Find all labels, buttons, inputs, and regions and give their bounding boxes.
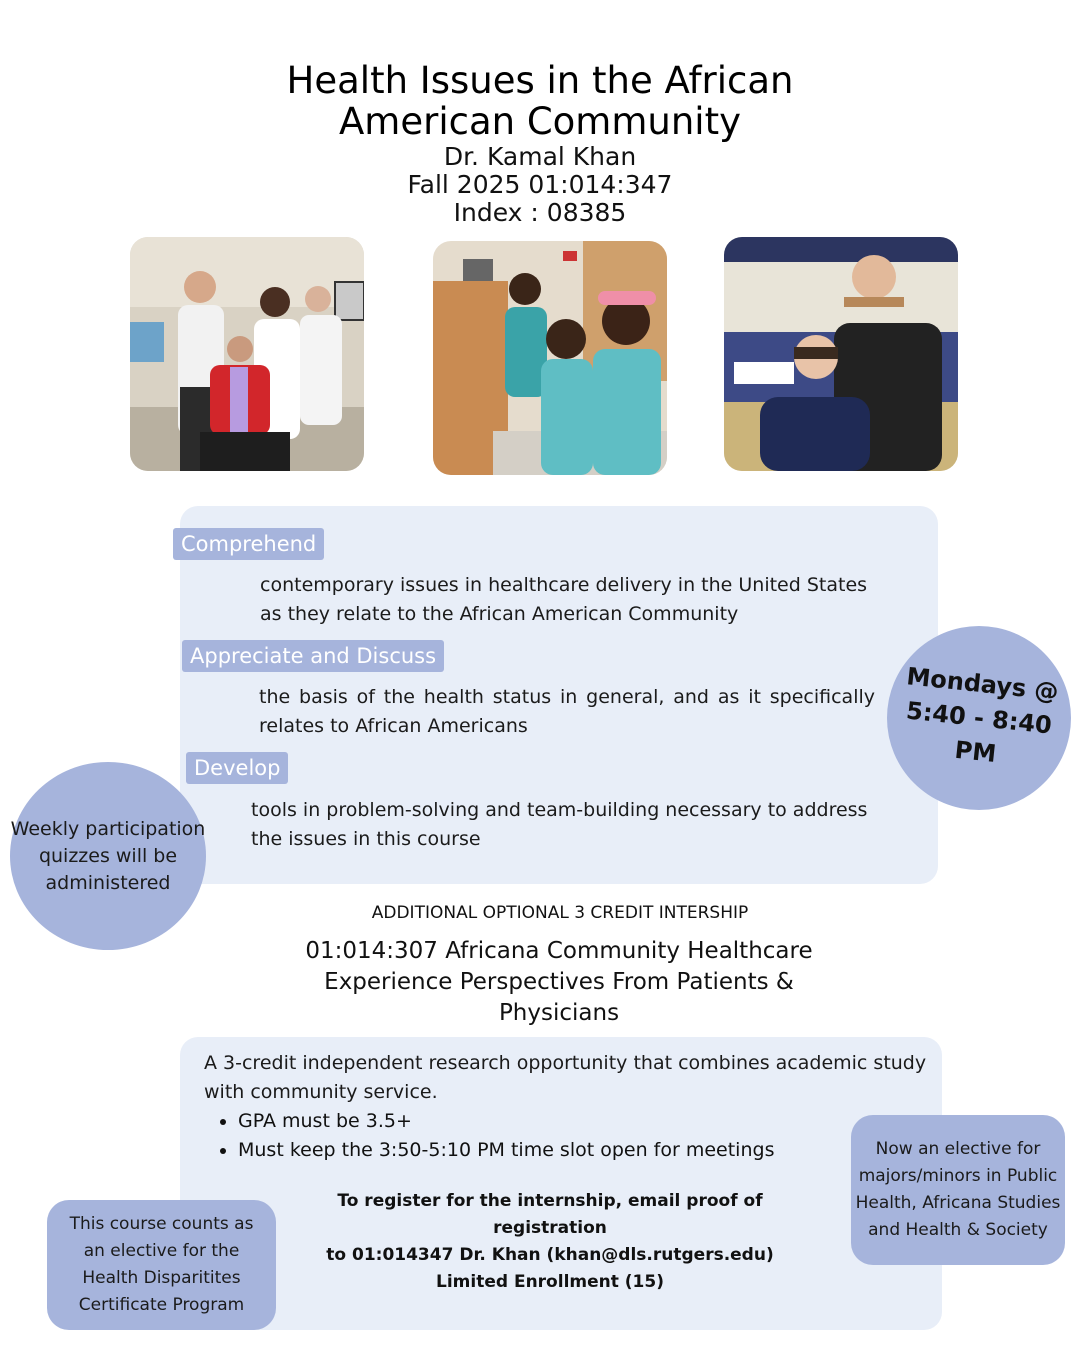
objective-develop-text xyxy=(251,796,867,854)
quizzes-badge xyxy=(10,762,206,950)
internship-title-line: 01:014:307 Africana Community Healthcare xyxy=(305,938,813,964)
elective-line: Now an elective for xyxy=(875,1139,1041,1159)
photo-hallway-students xyxy=(433,241,667,475)
elective-line: and Health & Society xyxy=(868,1220,1048,1240)
tag-appreciate-discuss: Appreciate and Discuss xyxy=(182,640,444,672)
objective-line: contemporary issues in healthcare delivery in the United States xyxy=(260,574,868,596)
elective-note xyxy=(851,1115,1065,1265)
registration-line: to 01:014347 Dr. Khan (khan@dls.rutgers.edu) xyxy=(326,1245,774,1265)
quizzes-line: administered xyxy=(45,871,171,894)
tag-develop: Develop xyxy=(186,752,288,784)
certificate-line: an elective for the xyxy=(83,1241,240,1261)
certificate-line: Health Disparitites xyxy=(82,1268,241,1288)
description-line: A 3-credit independent research opportunity that combines academic study xyxy=(204,1052,927,1074)
objective-line: relates to African Americans xyxy=(259,715,528,737)
certificate-line: Certificate Program xyxy=(78,1295,245,1315)
index-number: Index : 08385 xyxy=(453,198,627,227)
objective-line: tools in problem-solving and team-building necessary to address xyxy=(251,799,868,821)
internship-title-line: Experience Perspectives From Patients & xyxy=(324,969,794,995)
requirements-list xyxy=(204,1107,774,1165)
internship-description xyxy=(204,1049,926,1107)
registration-instructions xyxy=(290,1188,810,1269)
schedule-time: 5:40 - 8:40 PM xyxy=(904,696,1054,768)
requirement-item: • GPA must be 3.5+ xyxy=(238,1107,774,1136)
registration-line: To register for the internship, email proof of registration xyxy=(337,1191,763,1238)
objective-line: as they relate to the African American Community xyxy=(260,603,739,625)
internship-title-line: Physicians xyxy=(498,1000,620,1026)
objective-appreciate-text xyxy=(259,683,875,741)
tag-comprehend: Comprehend xyxy=(173,528,324,560)
objective-line: the issues in this course xyxy=(251,828,481,850)
elective-line: Health, Africana Studies xyxy=(855,1193,1061,1213)
quizzes-line: quizzes will be xyxy=(38,844,178,867)
internship-title xyxy=(240,936,878,1029)
quizzes-line: Weekly participation xyxy=(10,817,206,840)
title-line-1: Health Issues in the African xyxy=(286,59,794,102)
instructor-name: Dr. Kamal Khan xyxy=(443,142,637,171)
term-course-number: Fall 2025 01:014:347 xyxy=(407,170,673,199)
title-line-2: American Community xyxy=(339,100,741,143)
description-line: with community service. xyxy=(204,1081,438,1103)
photo-clinic-group xyxy=(130,237,364,471)
photo-gym-event xyxy=(724,237,958,471)
internship-heading: ADDITIONAL OPTIONAL 3 CREDIT INTERSHIP xyxy=(371,903,749,923)
elective-line: majors/minors in Public xyxy=(858,1166,1058,1186)
objective-comprehend-text xyxy=(260,571,867,629)
certificate-note xyxy=(47,1200,276,1330)
schedule-day: Mondays @ xyxy=(905,662,1060,707)
requirement-item: • Must keep the 3:50-5:10 PM time slot open for meetings xyxy=(238,1136,774,1165)
limited-enrollment: Limited Enrollment (15) xyxy=(436,1272,664,1292)
schedule-badge xyxy=(887,626,1071,810)
course-title xyxy=(0,60,1080,142)
certificate-line: This course counts as xyxy=(69,1214,254,1234)
objective-line: the basis of the health status in general, and as it specifically xyxy=(259,686,875,708)
